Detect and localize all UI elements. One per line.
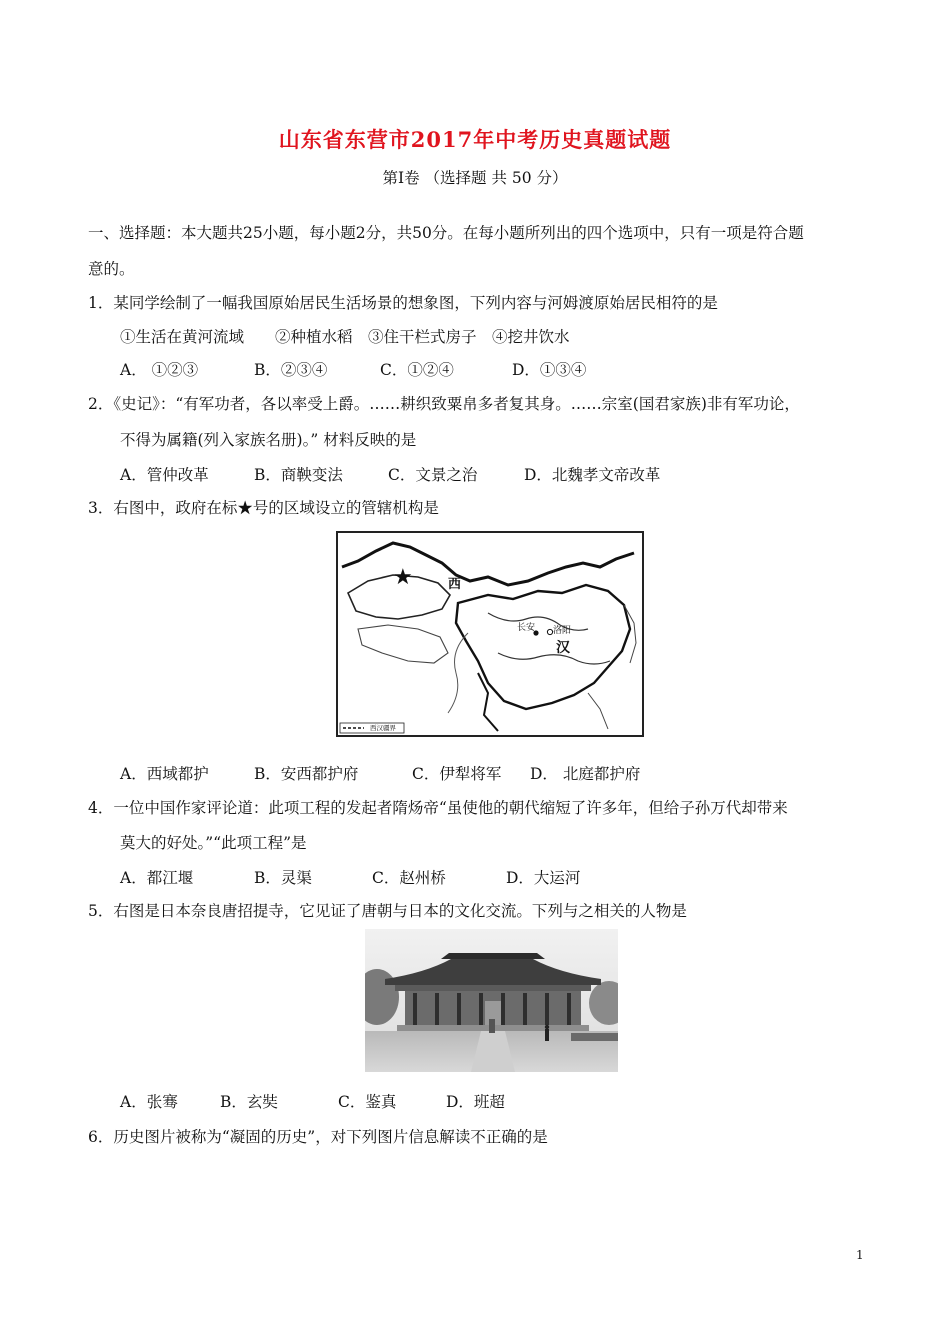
map-label-luoyang: 洛阳	[553, 626, 572, 636]
question-4-option-b[interactable]: B．灵渠	[254, 869, 312, 887]
question-4-option-a[interactable]: A．都江堰	[120, 869, 194, 887]
question-5-option-b[interactable]: B．玄奘	[220, 1093, 278, 1111]
question-4-stem: 4．一位中国作家评论道：此项工程的发起者隋炀帝“虽使他的朝代缩短了许多年，但给子孙万代却带来	[88, 799, 788, 817]
question-3-option-b[interactable]: B．安西都护府	[254, 765, 359, 783]
question-2-option-c[interactable]: C．文景之治	[388, 466, 478, 484]
section-header: 第Ⅰ卷 （选择题 共 50 分）	[382, 169, 568, 187]
han-dynasty-map	[336, 531, 644, 737]
page-number: 1	[856, 1248, 864, 1262]
star-marker-icon: ★	[393, 565, 413, 590]
toshodaiji-temple-photo	[365, 929, 618, 1072]
question-1-option-b[interactable]: B．②③④	[254, 361, 328, 379]
question-1-option-c[interactable]: C．①②④	[380, 361, 454, 379]
map-label-xi: 西	[448, 577, 462, 592]
page-title: 山东省东营市2017年中考历史真题试题	[278, 127, 672, 152]
question-2-option-b[interactable]: B．商鞅变法	[254, 466, 343, 484]
question-2-option-d[interactable]: D．北魏孝文帝改革	[524, 466, 661, 484]
question-4-stem-cont: 莫大的好处。”“此项工程”是	[120, 834, 307, 852]
question-3-option-d[interactable]: D． 北庭都护府	[530, 765, 641, 783]
question-6-stem: 6．历史图片被称为“凝固的历史”，对下列图片信息解读不正确的是	[88, 1128, 548, 1146]
question-4-option-c[interactable]: C．赵州桥	[372, 869, 446, 887]
question-3-option-a[interactable]: A．西域都护	[120, 765, 209, 783]
instructions-line-1: 一、选择题：本大题共25小题，每小题2分，共50分。在每小题所列出的四个选项中，只有一项是符合题	[88, 224, 804, 242]
question-2-option-a[interactable]: A．管仲改革	[120, 466, 209, 484]
question-5-option-a[interactable]: A．张骞	[120, 1093, 178, 1111]
question-2-stem: 2．《史记》：“有军功者，各以率受上爵。……耕织致粟帛多者复其身。……宗室(国君家族)非有军功论，	[88, 395, 800, 413]
question-2-stem-cont: 不得为属籍(列入家族名册)。” 材料反映的是	[120, 431, 417, 449]
question-3-stem: 3．右图中，政府在标★号的区域设立的管辖机构是	[88, 499, 439, 517]
question-4-option-d[interactable]: D．大运河	[506, 869, 581, 887]
question-5-option-c[interactable]: C．鉴真	[338, 1093, 397, 1111]
question-1-items: ①生活在黄河流域 ②种植水稻 ③住干栏式房子 ④挖井饮水	[120, 328, 570, 346]
map-label-changan: 长安	[517, 623, 536, 633]
question-1-option-d[interactable]: D．①③④	[512, 361, 587, 379]
instructions-line-2: 意的。	[88, 260, 135, 278]
map-label-han: 汉	[556, 640, 570, 656]
question-3-option-c[interactable]: C．伊犁将军	[412, 765, 502, 783]
question-1-option-a[interactable]: A． ①②③	[120, 361, 199, 379]
question-5-option-d[interactable]: D．班超	[446, 1093, 505, 1111]
map-legend-label: 西汉疆界	[370, 724, 396, 732]
question-1-stem: 1．某同学绘制了一幅我国原始居民生活场景的想象图，下列内容与河姆渡原始居民相符的是	[88, 294, 718, 312]
question-5-stem: 5．右图是日本奈良唐招提寺，它见证了唐朝与日本的文化交流。下列与之相关的人物是	[88, 902, 687, 920]
